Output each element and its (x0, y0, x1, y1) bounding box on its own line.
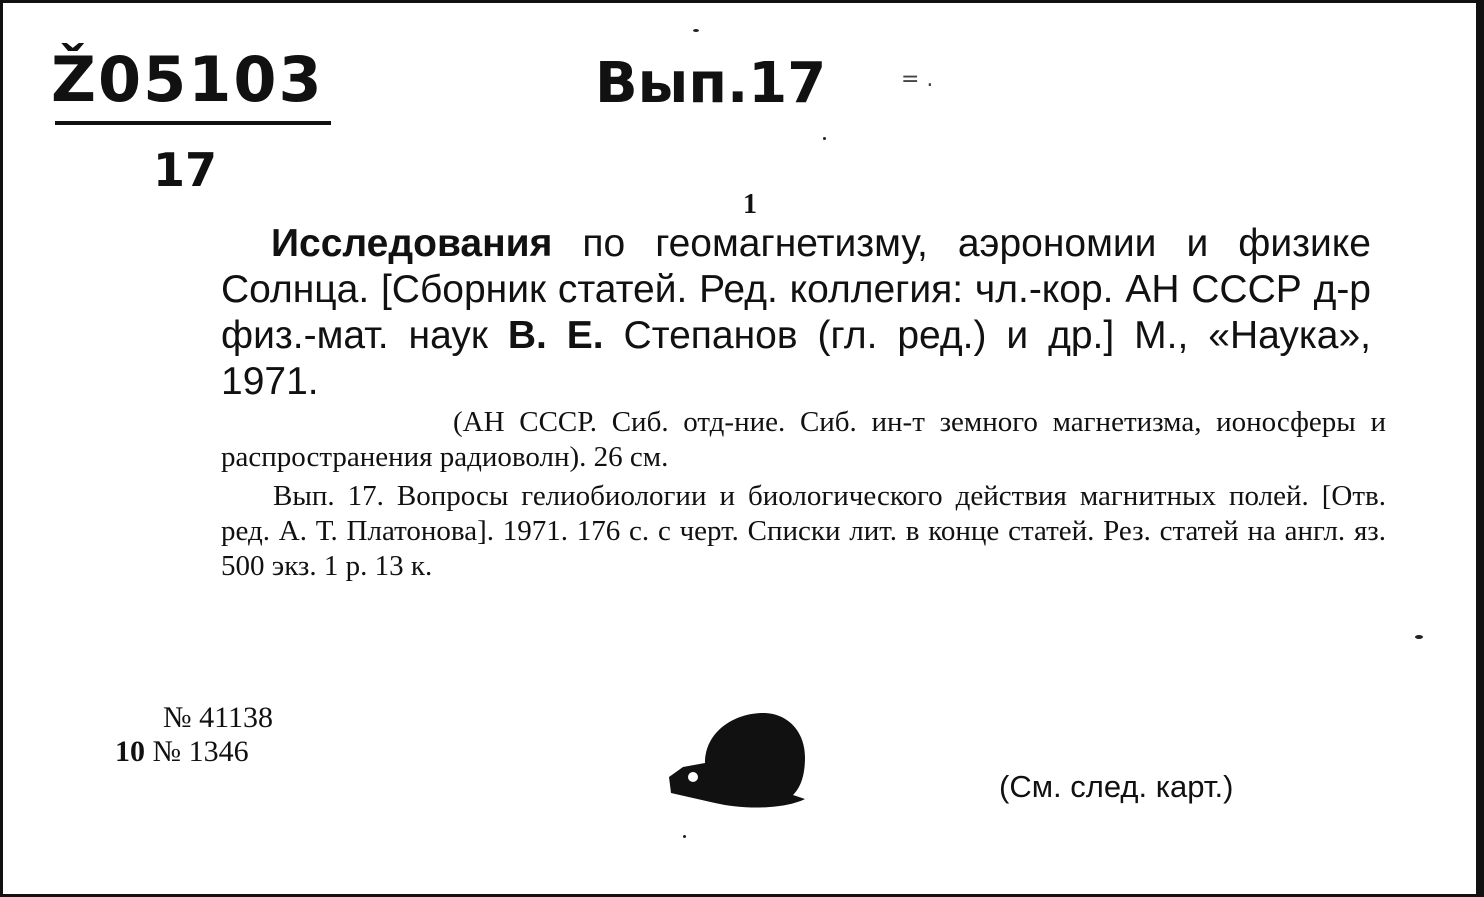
speck (683, 835, 686, 838)
title-end: Степанов (гл. ред.) и др.] М., «Наука», 1971. (221, 314, 1371, 403)
handwritten-smudge: = . (901, 67, 934, 92)
series-note: (АН СССР. Сиб. отд-ние. Сиб. ин-т земного магнетизма, ионосферы и распространения радиоволн). 26 см. (221, 406, 1386, 473)
inventory-number-2 (115, 735, 249, 769)
editor-initials: В. Е. (507, 314, 604, 357)
inventory-prefix: 10 (115, 735, 145, 768)
inventory-number-1: № 41138 (163, 701, 274, 734)
title-bold: Исследования (271, 222, 553, 265)
see-next-card: (См. след. карт.) (999, 769, 1234, 804)
card-index: 1 (743, 189, 757, 220)
handwritten-underline (55, 121, 331, 125)
issue-description: Вып. 17. Вопросы гелиобиологии и биологического действия магнитных полей. [Отв. ред. А. Т. Платонова]. 1971. 176 с. с черт. Списки лит. в конце статей. Рез. статей на англ. яз. 500 экз. 1 р. 13 к. (221, 480, 1386, 582)
punch-hole (665, 711, 815, 811)
title-rest: по геомагнетизму, аэрономии и физике Солнца. [Сборник статей. Ред. коллегия: чл.-кор. АН СССР д-р физ.-мат. наук (221, 222, 1371, 357)
speck (693, 29, 699, 32)
speck (1415, 635, 1423, 639)
inventory-value: № 1346 (145, 735, 249, 768)
bibliographic-title (221, 221, 1371, 405)
handwritten-issue-mark: Вып.17 (595, 51, 827, 116)
speck (823, 137, 826, 140)
handwritten-volume: 17 (153, 143, 218, 197)
handwritten-catalog-number: Ž05103 (51, 43, 324, 116)
